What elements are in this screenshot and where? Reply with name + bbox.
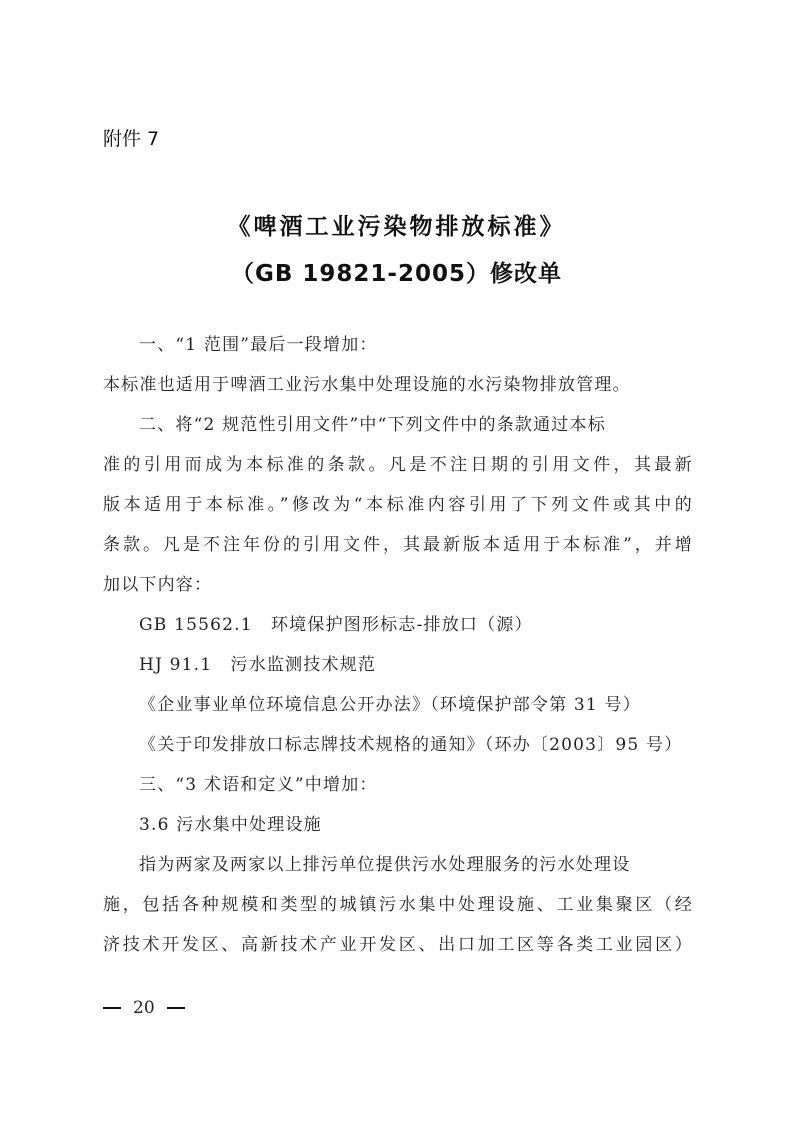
paragraph-line: GB 15562.1 环境保护图形标志-排放口（源） — [139, 615, 533, 635]
paragraph-line: 本标准也适用于啤酒工业污水集中处理设施的水污染物排放管理。 — [103, 375, 631, 395]
page-number: 20 — [133, 998, 155, 1018]
paragraph-line: 3.6 污水集中处理设施 — [139, 815, 322, 835]
paragraph-line: 一、“1 范围”最后一段增加： — [139, 335, 378, 355]
paragraph-line: 《企业事业单位环境信息公开办法》（环境保护部令第 31 号） — [139, 695, 641, 715]
paragraph-line: 二、将“2 规范性引用文件”中“下列文件中的条款通过本标 — [139, 415, 606, 435]
paragraph-line: 条款。凡是不注年份的引用文件，其最新版本适用于本标准”，并增 — [103, 535, 693, 555]
paragraph-line: 准的引用而成为本标准的条款。凡是不注日期的引用文件，其最新 — [103, 455, 693, 475]
paragraph-line: 版本适用于本标准。”修改为“本标准内容引用了下列文件或其中的 — [103, 495, 693, 515]
paragraph-line: HJ 91.1 污水监测技术规范 — [139, 655, 377, 675]
paragraph-line: 加以下内容： — [103, 575, 213, 595]
paragraph-line: 济技术开发区、高新技术产业开发区、出口加工区等各类工业园区） — [103, 935, 693, 955]
attachment-label: 附件 7 — [103, 128, 160, 150]
paragraph-line: 《关于印发排放口标志牌技术规格的通知》（环办〔2003〕95 号） — [139, 735, 683, 755]
paragraph-line: 三、“3 术语和定义”中增加： — [139, 775, 378, 795]
paragraph-line: 指为两家及两家以上排污单位提供污水处理服务的污水处理设 — [139, 855, 631, 875]
document-subtitle: （GB 19821-2005）修改单 — [231, 261, 562, 287]
page-footer — [103, 998, 185, 1018]
footer-dash-left — [103, 1007, 121, 1009]
document-title: 《啤酒工业污染物排放标准》 — [227, 214, 566, 240]
footer-dash-right — [167, 1007, 185, 1009]
paragraph-line: 施，包括各种规模和类型的城镇污水集中处理设施、工业集聚区（经 — [103, 895, 693, 915]
